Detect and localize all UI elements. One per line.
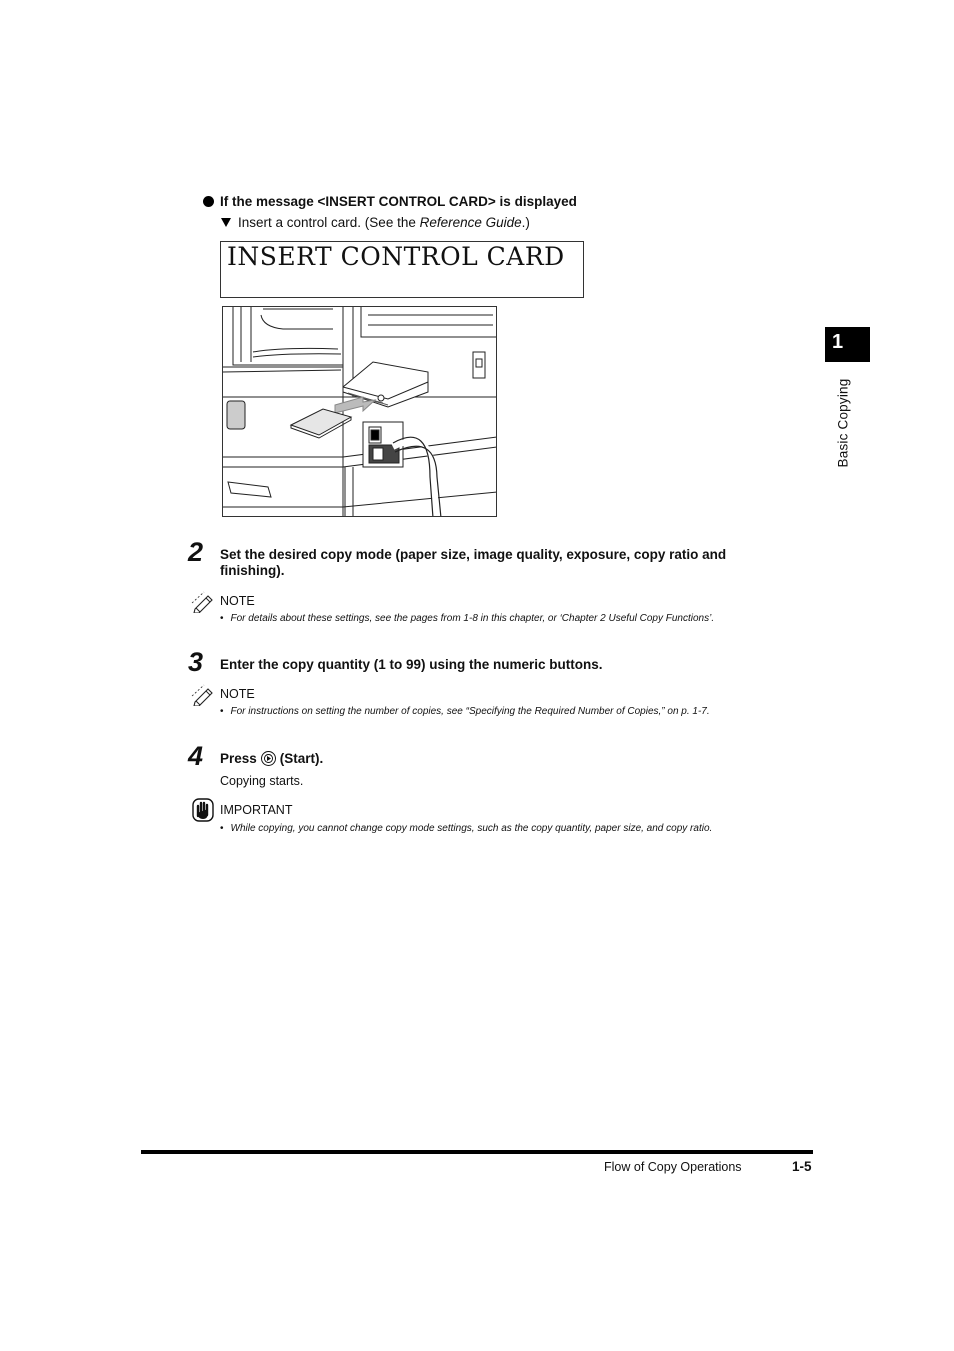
pencil-note-icon [191, 591, 215, 613]
important-text-body: While copying, you cannot change copy mode settings, such as the copy quantity, paper size, and copy ratio. [230, 823, 713, 834]
step-text-after: (Start). [279, 751, 324, 766]
condition-action [238, 215, 530, 230]
note-text [220, 613, 714, 624]
note-label: NOTE [220, 687, 255, 701]
page-number: 1-5 [792, 1159, 812, 1174]
condition-heading: If the message <INSERT CONTROL CARD> is displayed [220, 194, 577, 209]
bullet-dot-icon: • [220, 613, 224, 624]
footer-section-title: Flow of Copy Operations [604, 1160, 742, 1174]
important-label: IMPORTANT [220, 803, 293, 817]
footer-rule [141, 1150, 813, 1154]
down-triangle-icon [221, 218, 231, 227]
step-number: 2 [188, 537, 204, 567]
step-text-before: Press [220, 751, 257, 766]
pencil-note-icon [191, 684, 215, 706]
step-instruction [220, 751, 323, 767]
action-suffix: .) [521, 215, 530, 230]
bullet-dot-icon [203, 196, 214, 207]
bullet-dot-icon: • [220, 706, 224, 717]
important-text [220, 823, 712, 834]
control-card-illustration [222, 306, 497, 517]
step-instruction: Set the desired copy mode (paper size, image quality, exposure, copy ratio and finishing). [220, 547, 727, 578]
chapter-title: Basic Copying [835, 378, 851, 468]
note-text-body: For instructions on setting the number of copies, see “Specifying the Required Number of Copies,” on p. 1-7. [230, 706, 710, 717]
step-instruction: Enter the copy quantity (1 to 99) using the numeric buttons. [220, 657, 603, 672]
note-text-body: For details about these settings, see the pages from 1-8 in this chapter, or ‘Chapter 2 Useful Copy Functions’. [230, 613, 715, 624]
note-label: NOTE [220, 594, 255, 608]
step-number: 4 [188, 741, 204, 771]
display-panel [220, 241, 584, 298]
reference-guide-link: Reference Guide [419, 215, 522, 230]
step-number: 3 [188, 647, 204, 677]
start-button-icon [261, 751, 276, 766]
step-subtext: Copying starts. [220, 774, 304, 788]
chapter-number-tab: 1 [825, 327, 870, 362]
display-message: INSERT CONTROL CARD [227, 242, 565, 271]
stop-hand-icon [192, 798, 214, 822]
action-prefix: Insert a control card. (See the [238, 215, 420, 230]
bullet-dot-icon: • [220, 823, 224, 834]
note-text [220, 706, 710, 717]
